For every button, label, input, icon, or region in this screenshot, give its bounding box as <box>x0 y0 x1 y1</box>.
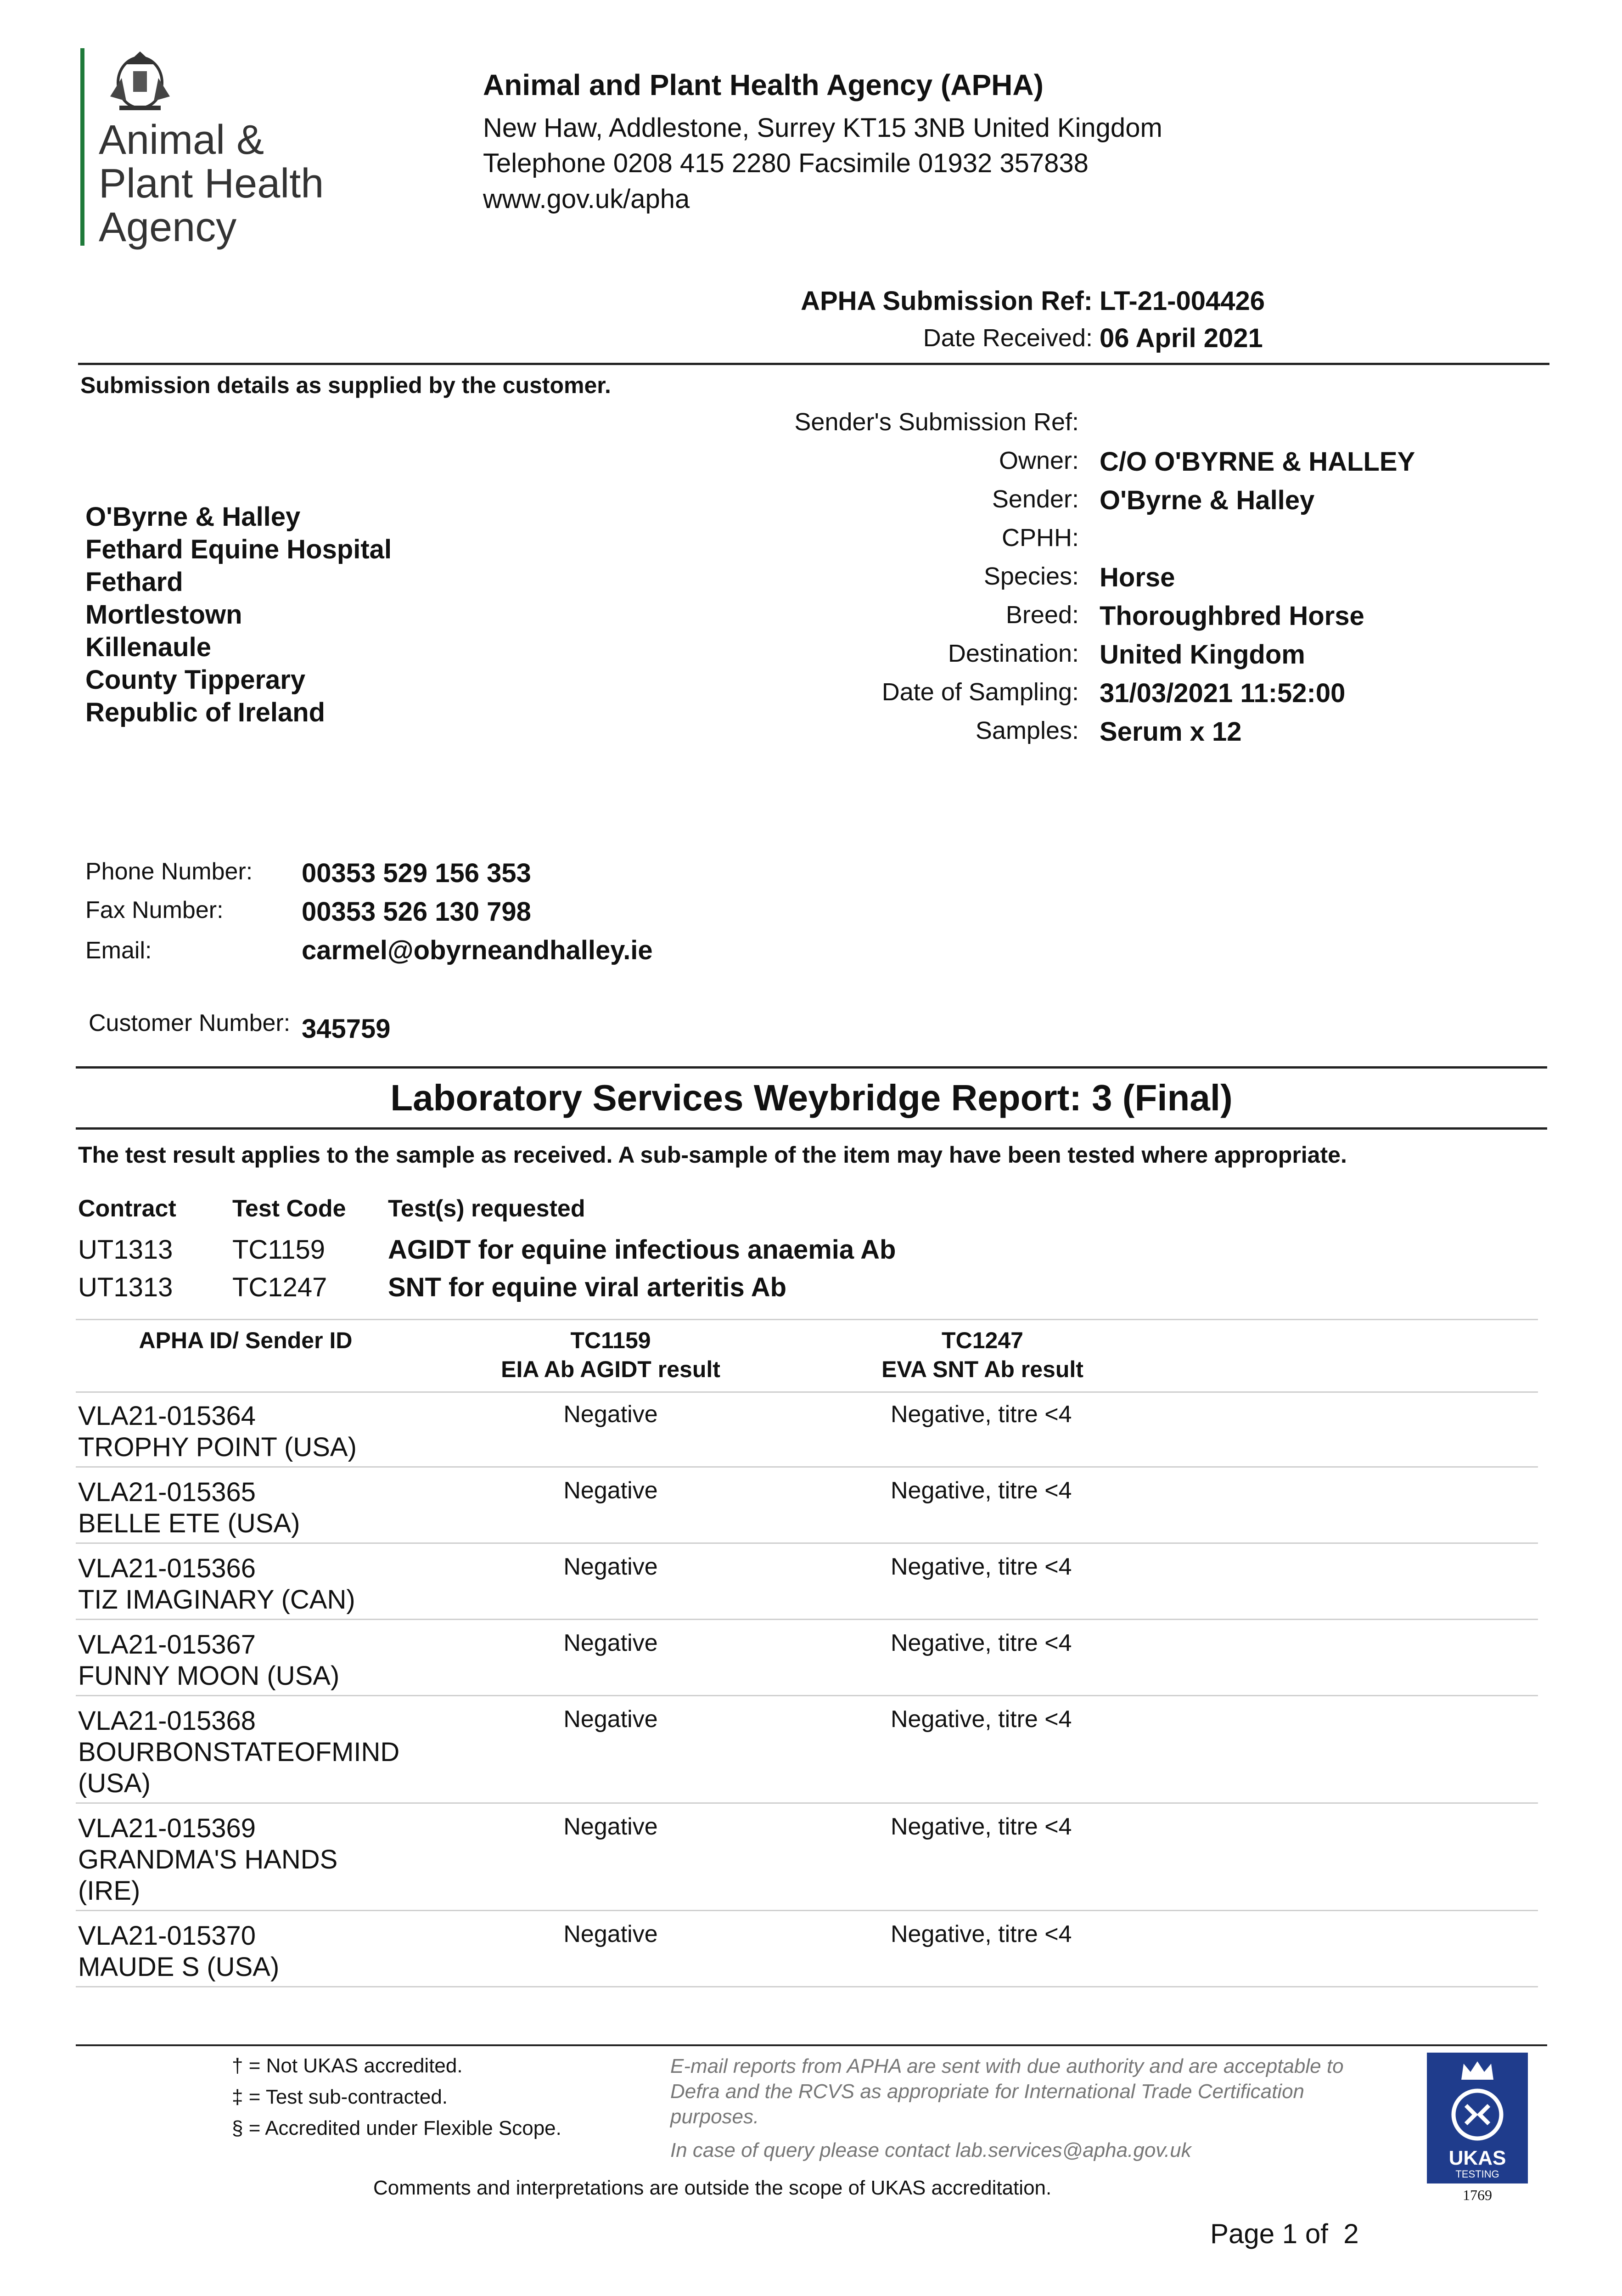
ukas-logo <box>1427 2053 1528 2204</box>
customer-number-value: 345759 <box>302 1014 391 1044</box>
logo-green-bar <box>80 48 84 246</box>
query-note: In case of query please contact lab.services@apha.gov.uk <box>670 2139 1191 2161</box>
test-name: SNT for equine viral arteritis Ab <box>388 1272 787 1302</box>
detail-label: Species: <box>983 563 1079 590</box>
table-row <box>76 1696 1538 1804</box>
legend-item: ‡ = Test sub-contracted. <box>232 2086 448 2108</box>
sample-name: TIZ IMAGINARY (CAN) <box>78 1585 355 1615</box>
agency-address: New Haw, Addlestone, Surrey KT15 3NB United Kingdom <box>483 113 1162 143</box>
results-header-eia-name: EIA Ab AGIDT result <box>501 1356 720 1382</box>
submission-details-heading: Submission details as supplied by the customer. <box>80 372 611 398</box>
address-line: O'Byrne & Halley <box>85 502 301 532</box>
test-contract: UT1313 <box>78 1272 173 1302</box>
eia-result: Negative <box>563 1921 658 1947</box>
eia-result: Negative <box>563 1706 658 1733</box>
crest-icon <box>101 46 179 115</box>
detail-value: Horse <box>1100 563 1175 592</box>
email-value[interactable]: carmel@obyrneandhalley.ie <box>302 935 653 965</box>
date-received-value: 06 April 2021 <box>1100 323 1263 353</box>
ukas-sub: TESTING <box>1455 2168 1499 2180</box>
sample-name: BOURBONSTATEOFMIND (USA) <box>78 1737 400 1798</box>
sample-id: VLA21-015369 <box>78 1813 256 1843</box>
detail-label: CPHH: <box>1001 524 1079 551</box>
results-top-rule <box>76 1319 1538 1320</box>
agency-name: Animal and Plant Health Agency (APHA) <box>483 68 1044 101</box>
eva-result: Negative, titre <4 <box>891 1630 1072 1656</box>
customer-address <box>85 501 392 729</box>
ukas-number: 1769 <box>1463 2187 1492 2203</box>
eva-result: Negative, titre <4 <box>891 1477 1072 1504</box>
table-row <box>76 1468 1538 1544</box>
address-line: Fethard Equine Hospital <box>85 535 392 564</box>
sample-id: VLA21-015367 <box>78 1630 256 1660</box>
detail-value: United Kingdom <box>1100 640 1305 670</box>
table-row <box>76 1620 1538 1696</box>
logo-line-2: Plant Health <box>99 161 324 207</box>
eia-result: Negative <box>563 1401 658 1428</box>
table-row <box>76 1391 1538 1468</box>
address-line: County Tipperary <box>85 665 306 695</box>
phone-value: 00353 529 156 353 <box>302 858 531 888</box>
results-header-eia-code: TC1159 <box>570 1328 651 1353</box>
ukas-badge <box>1427 2053 1528 2183</box>
eia-result: Negative <box>563 1477 658 1504</box>
eva-result: Negative, titre <4 <box>891 1706 1072 1733</box>
sample-name: BELLE ETE (USA) <box>78 1508 300 1538</box>
ukas-text: UKAS <box>1448 2147 1506 2169</box>
email-note: E-mail reports from APHA are sent with due authority and are acceptable to Defra and the RCVS as appropriate for International Trade Certification purposes. <box>670 2055 1344 2128</box>
eva-result: Negative, titre <4 <box>891 1401 1072 1428</box>
report-top-rule <box>76 1066 1547 1069</box>
detail-label: Sender: <box>992 485 1079 513</box>
header-divider <box>78 363 1549 365</box>
table-row <box>76 1911 1538 1987</box>
details-block <box>666 408 1538 755</box>
sample-id: VLA21-015365 <box>78 1477 256 1507</box>
detail-label: Destination: <box>948 640 1079 667</box>
sample-id: VLA21-015370 <box>78 1921 256 1951</box>
detail-value: C/O O'BYRNE & HALLEY <box>1100 447 1415 477</box>
detail-label: Date of Sampling: <box>881 678 1079 706</box>
ukas-check-icon <box>1448 2085 1507 2144</box>
address-line: Mortlestown <box>85 600 242 630</box>
agency-website[interactable]: www.gov.uk/apha <box>483 184 690 214</box>
table-row <box>76 1544 1538 1620</box>
logo-line-1: Animal & <box>99 117 264 163</box>
results-header-eva-name: EVA SNT Ab result <box>881 1356 1083 1382</box>
sample-name: GRANDMA'S HANDS (IRE) <box>78 1845 338 1906</box>
report-title: Laboratory Services Weybridge Report: 3 (Final) <box>390 1077 1233 1118</box>
test-code: TC1247 <box>232 1272 327 1302</box>
fax-value: 00353 526 130 798 <box>302 897 531 927</box>
test-contract: UT1313 <box>78 1235 173 1265</box>
legend-item: § = Accredited under Flexible Scope. <box>232 2117 561 2139</box>
detail-value: 31/03/2021 11:52:00 <box>1100 678 1346 708</box>
footer-legend <box>232 2050 561 2144</box>
page-number: Page 1 of 2 <box>1210 2218 1359 2249</box>
results-header-eva-code: TC1247 <box>942 1328 1023 1353</box>
tests-header-code: Test Code <box>232 1195 346 1222</box>
email-label: Email: <box>85 937 152 964</box>
sample-name: FUNNY MOON (USA) <box>78 1661 340 1691</box>
submission-ref-label: APHA Submission Ref: <box>801 286 1093 316</box>
ukas-note: Comments and interpretations are outside the scope of UKAS accreditation. <box>373 2177 1052 2199</box>
footer-rule <box>76 2044 1547 2046</box>
tests-header-requested: Test(s) requested <box>388 1195 585 1222</box>
eia-result: Negative <box>563 1630 658 1656</box>
report-bottom-rule <box>76 1127 1547 1130</box>
eva-result: Negative, titre <4 <box>891 1553 1072 1580</box>
fax-label: Fax Number: <box>85 897 224 923</box>
agency-logo <box>80 46 356 257</box>
test-code: TC1159 <box>232 1235 326 1265</box>
detail-label: Owner: <box>999 447 1079 474</box>
customer-number-label: Customer Number: <box>89 1010 291 1036</box>
eva-result: Negative, titre <4 <box>891 1921 1072 1947</box>
eia-result: Negative <box>563 1813 658 1840</box>
sample-id: VLA21-015368 <box>78 1706 256 1736</box>
results-header-id: APHA ID/ Sender ID <box>139 1328 353 1353</box>
detail-label: Breed: <box>1005 601 1079 629</box>
sample-id: VLA21-015364 <box>78 1401 256 1431</box>
sample-id: VLA21-015366 <box>78 1553 256 1583</box>
tests-header-contract: Contract <box>78 1195 176 1222</box>
agency-phone-fax: Telephone 0208 415 2280 Facsimile 01932 357838 <box>483 148 1089 178</box>
detail-label: Samples: <box>975 717 1079 744</box>
address-line: Republic of Ireland <box>85 698 326 727</box>
crown-icon <box>1459 2059 1496 2082</box>
phone-label: Phone Number: <box>85 858 253 885</box>
submission-ref-value: LT-21-004426 <box>1100 286 1265 316</box>
report-disclaimer: The test result applies to the sample as received. A sub-sample of the item may have been tested where appropriate. <box>78 1142 1347 1168</box>
detail-value: Serum x 12 <box>1100 717 1242 747</box>
detail-label: Sender's Submission Ref: <box>794 408 1079 436</box>
detail-value: Thoroughbred Horse <box>1100 601 1364 631</box>
date-received-label: Date Received: <box>923 324 1093 352</box>
row-divider <box>76 1986 1538 1987</box>
sample-name: MAUDE S (USA) <box>78 1952 280 1982</box>
table-row <box>76 1804 1538 1911</box>
address-line: Killenaule <box>85 632 211 662</box>
address-line: Fethard <box>85 567 183 597</box>
eva-result: Negative, titre <4 <box>891 1813 1072 1840</box>
eia-result: Negative <box>563 1553 658 1580</box>
sample-name: TROPHY POINT (USA) <box>78 1432 357 1462</box>
test-name: AGIDT for equine infectious anaemia Ab <box>388 1235 896 1265</box>
detail-value: O'Byrne & Halley <box>1100 485 1315 515</box>
legend-item: † = Not UKAS accredited. <box>232 2054 463 2077</box>
logo-line-3: Agency <box>99 204 237 250</box>
